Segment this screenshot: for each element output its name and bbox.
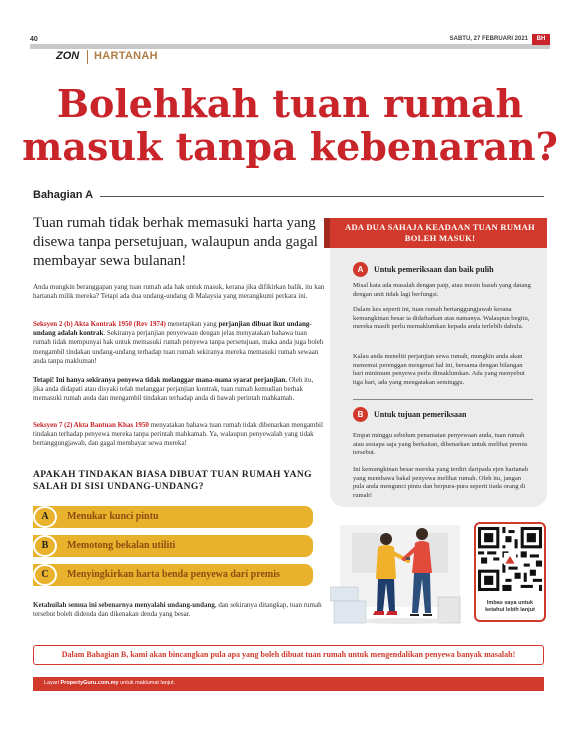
part-rule <box>100 196 544 197</box>
law-reference: Seksyen 2 (b) Akta Kontrak 1950 (Rev 1974) <box>33 320 166 328</box>
paragraph-1: Anda mungkin beranggapan yang tuan rumah ada hak untuk masuk, kerana jika difikirkan balik, itu kan hartanah milik mereka? Tetapi ada dua undang-undang di Malaysia yang merangkumi perkara ini. <box>33 283 325 301</box>
section-a-badge: A <box>353 262 368 277</box>
article-title <box>20 82 560 168</box>
paragraph-3: Tetapi! Ini hanya sekiranya penyewa tidak melanggar mana-mana syarat perjanjian. Oleh itu, jika anda didapati atau disyaki telah melanggar perjanjian kontrak, tuan rumah kemudian berhak memasuki rumah anda dan mengambil tindakan terhadap anda di bawah perintah mahkamah. <box>33 376 314 403</box>
section-label: HARTANAH <box>94 50 158 62</box>
header-date: SABTU, 27 FEBRUARI 2021 <box>449 36 528 42</box>
option-b <box>33 535 313 557</box>
title-line-1: Bolehkah tuan rumah <box>56 81 524 126</box>
zone-separator <box>87 50 88 64</box>
section-a-text-3: Kalau anda meneliti perjanjian sewa rumah, mungkin anda akan menemui perenggan mengenai hal ini, bersama dengan bilangan hari minimum penyewa perlu dimaklumkan. Ada yang menyebut tiga hari, ada yang mengatakan seminggu. <box>353 353 525 386</box>
option-label: Menyingkirkan harta benda penyewa dari premis <box>67 569 280 580</box>
section-b-text-1: Empat minggu sebelum penamatan penyewaan anda, tuan rumah atau sesiapa saja yang berkaitan, dibenarkan untuk melihat premis tersebut. <box>353 432 528 457</box>
question-heading: APAKAH TINDAKAN BIASA DIBUAT TUAN RUMAH YANG SALAH DI SISI UNDANG-UNDANG? <box>33 470 312 492</box>
next-part-note: Dalam Bahagian B, kami akan bincangkan pula apa yang boleh dibuat tuan rumah untuk mengendalikan penyewa banyak masalah! <box>33 645 544 665</box>
paragraph-4: Seksyen 7 (2) Akta Bantuan Khas 1950 menyatakan bahawa tuan rumah tidak dibenarkan mengambil tindakan terhadap penyewa mereka tanpa perintah mahkamah. Ya, walaupun penyewalah yang tidak bertanggungjawab, dan gagal membayar sewa mereka! <box>33 421 323 448</box>
option-letter: B <box>33 535 57 557</box>
option-a <box>33 506 313 528</box>
part-label: Bahagian A <box>33 189 94 201</box>
qr-caption: Imbas saya untuk ketahui lebih lanjut <box>485 600 535 613</box>
section-b-title: Untuk tujuan pemeriksaan <box>374 410 467 419</box>
law-reference: Seksyen 7 (2) Akta Bantuan Khas 1950 <box>33 421 149 429</box>
option-letter: C <box>33 564 57 586</box>
conclusion-paragraph: Ketahuilah semua ini sebenarnya menyalahi undang-undang, dan sekiranya ditangkap, tuan rumah tersebut boleh didenda dan dikenakan denda yang besar. <box>33 601 322 619</box>
section-b-badge: B <box>353 407 368 422</box>
option-label: Menukar kunci pintu <box>67 511 159 522</box>
header-bar <box>30 44 550 49</box>
section-b-text-2: Ini kemungkinan besar mereka yang terdiri daripada ejen hartanah yang membawa bakal penyewa melihat rumah. Oleh itu, jangan pula anda mengunci pintu dan berpura-pura seperti tiada orang di rumah! <box>353 466 529 499</box>
lead-paragraph: Tuan rumah tidak berhak memasuki harta yang disewa tanpa persetujuan, walaupun anda gagal membayar sewa bulanan! <box>33 215 318 269</box>
paragraph-2: Seksyen 2 (b) Akta Kontrak 1950 (Rev 1974) menetapkan yang perjanjian dibuat ikut undang-undang adalah kontrak. Sekiranya perjanjian penyewaan dengan jelas menyatakan bahawa tuan rumah tidak mempunyai hak untuk memasuki rumah penyewa tanpa persetujuan, maka anda juga boleh mengambil tindakan undang-undang terhadap tuan rumah sekiranya mereka memasuki rumah sewaan anda tanpa makluman! <box>33 320 324 365</box>
page-number: 40 <box>30 36 38 43</box>
landlord-tenant-illustration <box>330 517 470 630</box>
option-c <box>33 564 313 586</box>
section-a-title: Untuk pemeriksaan dan baik pulih <box>374 265 494 274</box>
section-a-text-1: Misal kata ada masalah dengan paip, atau mesin basuh yang datang dengan unit tidak lagi berfungsi. <box>353 282 531 298</box>
zone-label: ZON <box>56 50 80 62</box>
newspaper-logo: BH <box>532 34 550 45</box>
website-link[interactable]: PropertyGuru.com.my <box>60 680 119 686</box>
section-a-text-2: Dalam kes seperti ini, tuan rumah bertanggungjawab kerana kemungkinan besar ia didaftarkan atas namanya. Walaupun begitu, mereka masih perlu memaklumkan kepada anda terlebih dahulu. <box>353 306 530 331</box>
qr-code-icon <box>478 527 542 591</box>
title-line-2: masuk tanpa kebenaran? <box>22 124 558 169</box>
panel-divider <box>353 399 533 400</box>
option-label: Memotong bekalan utiliti <box>67 540 176 551</box>
footer-strip-text: Layari PropertyGuru.com.my untuk maklumat lanjut. <box>44 680 176 686</box>
panel-heading: ADA DUA SAHAJA KEADAAN TUAN RUMAH BOLEH MASUK! <box>345 222 535 243</box>
option-letter: A <box>33 506 57 528</box>
